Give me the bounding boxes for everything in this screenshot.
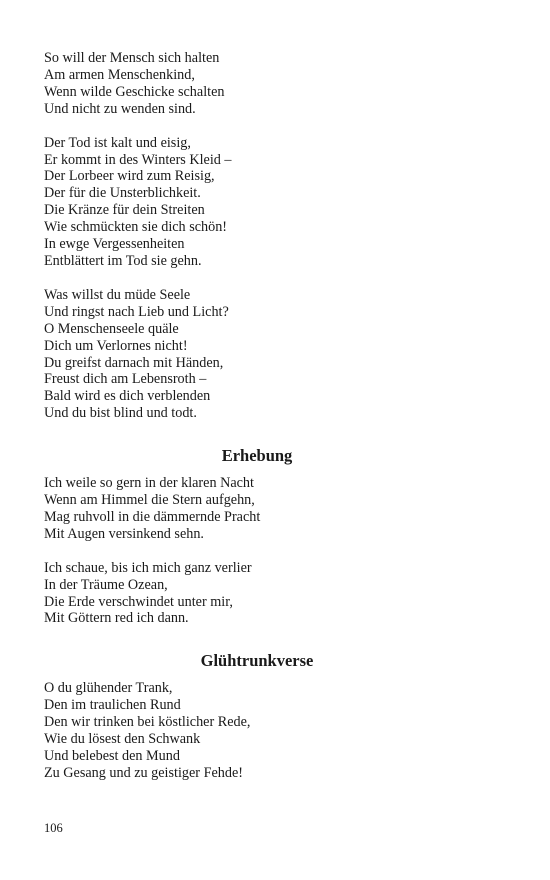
verse-line: Der Lorbeer wird zum Reisig,	[44, 168, 215, 185]
verse-line: Und nicht zu wenden sind.	[44, 100, 196, 117]
stanza	[44, 475, 514, 543]
verse-line: Die Erde verschwindet unter mir,	[44, 593, 233, 610]
verse-line: Die Kränze für dein Streiten	[44, 202, 205, 219]
stanza	[44, 560, 514, 628]
page-number: 106	[44, 821, 63, 835]
page-body	[44, 50, 514, 782]
verse-line: Wenn am Himmel die Stern aufgehn,	[44, 492, 255, 509]
verse-line: Ich weile so gern in der klaren Nacht	[44, 475, 254, 492]
verse-line: Entblättert im Tod sie gehn.	[44, 252, 202, 269]
stanza	[44, 50, 514, 118]
verse-line: Wie schmückten sie dich schön!	[44, 219, 228, 236]
stanza	[44, 135, 514, 270]
verse-line: Und ringst nach Lieb und Licht?	[44, 303, 229, 320]
verse-line: Am armen Menschenkind,	[44, 66, 195, 83]
verse-line: O du glühender Trank,	[44, 680, 173, 697]
verse-line: Und du bist blind und todt.	[44, 405, 197, 422]
verse-line: Wie du lösest den Schwank	[44, 731, 201, 748]
verse-line: Ich schaue, bis ich mich ganz verlier	[44, 559, 252, 576]
verse-line: Und belebest den Mund	[44, 748, 180, 764]
poem-gluehtrunkverse	[44, 651, 514, 781]
verse-line: Bald wird es dich verblenden	[44, 388, 211, 405]
verse-line: So will der Mensch sich halten	[44, 50, 220, 66]
verse-line: Der Tod ist kalt und eisig,	[44, 134, 191, 151]
verse-line: O Menschenseele quäle	[44, 320, 179, 337]
verse-line: Er kommt in des Winters Kleid –	[44, 151, 232, 168]
verse-line: Mit Augen versinkend sehn.	[44, 525, 204, 542]
verse-line: In der Träume Ozean,	[44, 576, 168, 593]
poem-title: Glühtrunkverse	[200, 651, 314, 671]
verse-line: In ewge Vergessenheiten	[44, 236, 185, 253]
stanza	[44, 287, 514, 422]
verse-line: Was willst du müde Seele	[44, 286, 191, 303]
verse-line: Wenn wilde Geschicke schalten	[44, 83, 225, 100]
verse-line: Mag ruhvoll in die dämmernde Pracht	[44, 508, 261, 525]
poem-title: Erhebung	[221, 446, 293, 466]
verse-line: Mit Göttern red ich dann.	[44, 610, 189, 627]
verse-line: Du greifst darnach mit Händen,	[44, 354, 224, 371]
verse-line: Freust dich am Lebensroth –	[44, 371, 207, 388]
stanza	[44, 680, 514, 781]
verse-line: Zu Gesang und zu geistiger Fehde!	[44, 764, 243, 781]
verse-line: Den wir trinken bei köstlicher Rede,	[44, 714, 251, 731]
poem-erhebung	[44, 446, 514, 627]
poem-continuation	[44, 50, 514, 422]
verse-line: Der für die Unsterblichkeit.	[44, 185, 201, 202]
verse-line: Den im traulichen Rund	[44, 697, 181, 714]
verse-line: Dich um Verlornes nicht!	[44, 337, 188, 354]
